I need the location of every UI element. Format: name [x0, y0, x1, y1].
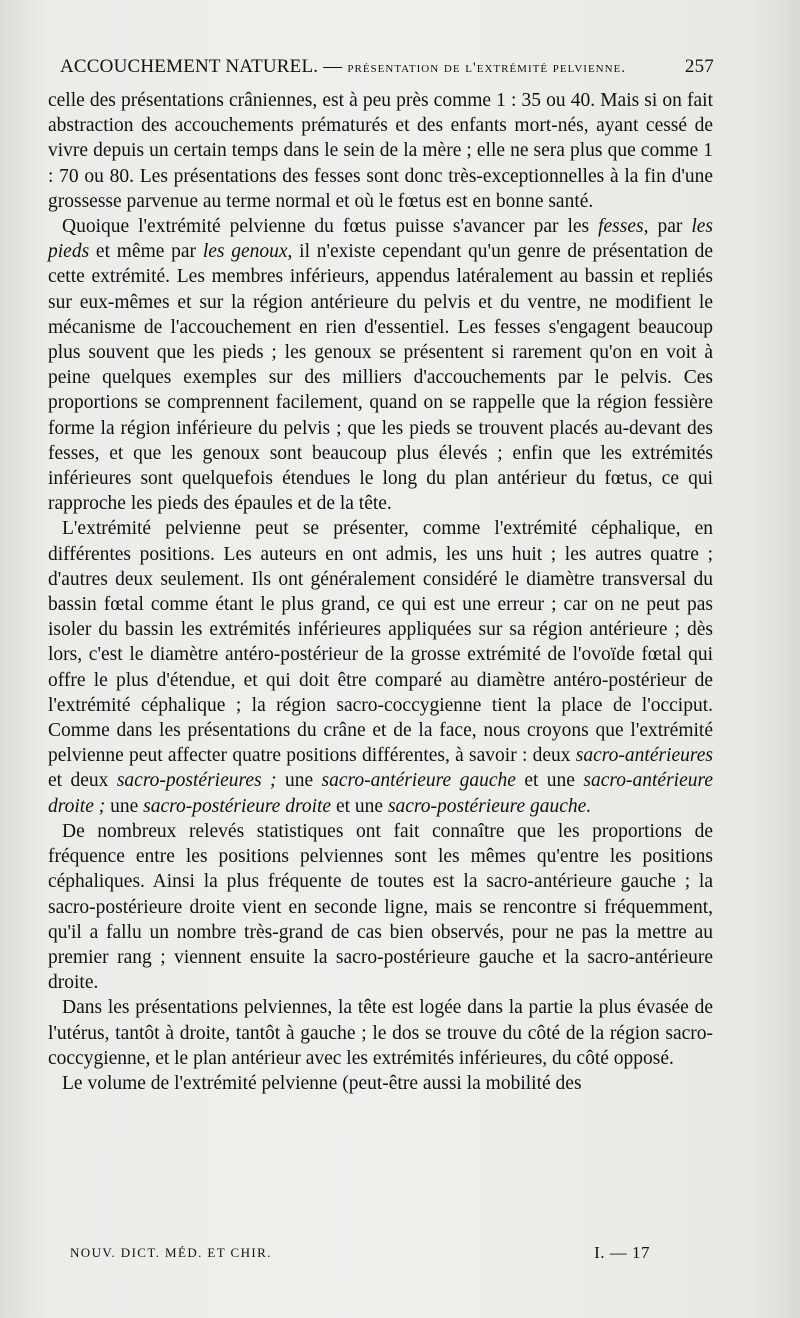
header-title-group — [60, 56, 626, 78]
text-run: , par — [643, 216, 692, 238]
header-title: ACCOUCHEMENT NATUREL. — [60, 56, 319, 77]
header-dash: — — [318, 56, 348, 77]
text-run: De nombreux relevés statistiques ont fait connaître que les proportions de fréquence entre les positions pelviennes sont les mêmes qu'entre les positions céphaliques. Ainsi la plus fréquente de toutes est la sacro-antérieure gauche ; la sacro-postérieure droite vient en seconde ligne, mais se rencontre si fréquemment, qu'il a fallu un nombre très-grand de cas bien observés, pour ne pas la mettre au premier rang ; viennent ensuite la sacro-postérieure gauche et la sacro-antérieure droite. — [48, 820, 713, 994]
page-number: 257 — [684, 56, 714, 77]
header-subtitle: présentation de l'extrémité pelvienne. — [347, 60, 627, 76]
paragraph — [48, 516, 713, 818]
text-run: Le volume de l'extrémité pelvienne (peut-être aussi la mobilité des — [62, 1072, 582, 1094]
italic-run: sacro-antérieures — [575, 745, 713, 767]
italic-run: sacro-antérieure droite ; — [48, 770, 713, 817]
text-run: Quoique l'extrémité pelvienne du fœtus puisse s'avancer par les — [62, 216, 599, 238]
text-run: et une — [515, 770, 584, 792]
text-run: celle des présentations crâniennes, est à peu près comme 1 : 35 ou 40. Mais si on fait abstraction des accouchements prématurés et des enfants mort-nés, ayant cessé de vivre depuis un certain temps dans le sein de la mère ; elle ne sera plus que comme 1 : 70 ou 80. Les présentations des fesses sont donc très-exceptionnelles à la fin d'une grossesse parvenue au terme normal et où le fœtus est en bonne santé. — [48, 90, 713, 212]
footer-signature: NOUV. DICT. MÉD. ET CHIR. — [70, 1245, 272, 1260]
italic-run: les pieds — [48, 216, 713, 263]
italic-run: sacro-antérieure gauche — [321, 770, 516, 792]
page-footer — [70, 1243, 650, 1265]
paragraph — [48, 88, 713, 214]
text-run: et deux — [48, 770, 117, 792]
italic-run: les genoux — [202, 241, 288, 263]
paragraph — [48, 995, 713, 1071]
text-run: , il n'existe cependant qu'un genre de présentation de cette extrémité. Les membres inférieurs, appendus latéralement au bassin et repliés sur eux-mêmes et sur la région antérieure du pelvis et du ventre, ne modifient le mécanisme de l'accouchement en rien d'essentiel. Les fesses s'engagent beaucoup plus souvent que les pieds ; les genoux se présentent si rarement qu'on en voit à peine quelques exemples sur des milliers d'accouchements par le pelvis. Ces proportions se comprennent facilement, quand on se rappelle que la région fessière forme la région inférieure du pelvis ; que les pieds se trouvent placés au-devant des fesses, et que les genoux sont beaucoup plus élevés ; enfin que les extrémités inférieures sont quelquefois étendues le long du plan antérieur du fœtus, ce qui rapproche les pieds des épaules et de la tête. — [48, 241, 713, 515]
italic-run: sacro-postérieures ; — [116, 770, 277, 792]
paragraph — [48, 214, 713, 516]
italic-run: sacro-postérieure gauche. — [387, 795, 592, 817]
paragraph — [48, 1071, 713, 1096]
italic-run: fesses — [598, 216, 644, 238]
text-run: une — [105, 795, 144, 817]
text-run: et une — [331, 795, 388, 817]
footer-sheet-number: I. — 17 — [594, 1243, 650, 1262]
text-run: et même par — [89, 241, 203, 263]
running-header — [60, 56, 714, 82]
text-run: Dans les présentations pelviennes, la tête est logée dans la partie la plus évasée de l'utérus, tantôt à droite, tantôt à gauche ; le dos se trouve du côté de la région sacro-coccygienne, et le plan antérieur avec les extrémités inférieures, du côté opposé. — [48, 997, 713, 1069]
italic-run: sacro-postérieure droite — [143, 795, 332, 817]
paragraph — [48, 819, 713, 995]
body-text — [48, 88, 713, 1096]
text-run: L'extrémité pelvienne peut se présenter, comme l'extrémité céphalique, en différentes positions. Les auteurs en ont admis, les uns huit ; les autres quatre ; d'autres deux seulement. Ils ont généralement considéré le diamètre transversal du bassin fœtal comme étant le plus grand, ce qui est une erreur ; car on ne peut pas isoler du bassin les extrémités inférieures appliquées sur sa région antérieure ; dès lors, c'est le diamètre antéro-postérieur de la grosse extrémité de l'ovoïde fœtal qui offre le plus d'étendue, et qui doit être comparé au diamètre antéro-postérieur de l'extrémité céphalique ; la région sacro-coccygienne tient la place de l'occiput. Comme dans les présentations du crâne et de la face, nous croyons que l'extrémité pelvienne peut affecter quatre positions différentes, à savoir : deux — [48, 518, 713, 767]
text-run: une — [276, 770, 322, 792]
